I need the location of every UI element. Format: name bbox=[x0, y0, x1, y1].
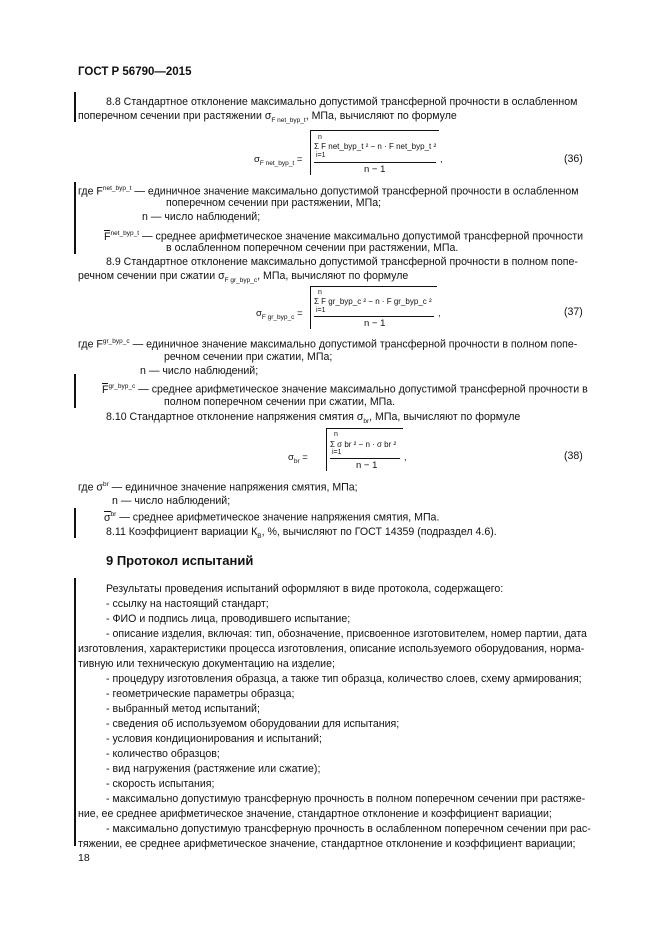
where-8-10-item2: n — число наблюдений; bbox=[112, 495, 231, 507]
formula-36-numerator: Σ F net_byp_t ² − n · F net_byp_t ² bbox=[314, 142, 437, 151]
list-item: - условия кондиционирования и испытаний; bbox=[106, 733, 322, 745]
paragraph-8-8-line2: поперечном сечении при растяжении $\sigma_{F net\_byp\_t}$, МПа, вычисляют по формуле bbox=[78, 110, 457, 125]
section-9-title: 9 Протокол испытаний bbox=[106, 553, 254, 568]
paragraph-8-10: 8.10 Стандартное отклонение напряжения смятия $\sigma_{br}$, МПа, вычисляют по формуле bbox=[106, 411, 521, 426]
where-8-8-item1: где $F^{net\_byp\_t}$ — единичное значение максимально допустимой трансферной прочности в ослабленном bbox=[78, 185, 579, 198]
formula-37-comma: , bbox=[438, 308, 441, 319]
where-8-9-item1: где $F^{gr\_byp\_c}$ — единичное значение максимально допустимой трансферной прочности в полном попе- bbox=[78, 338, 578, 351]
section-9-intro: Результаты проведения испытаний оформляют в виде протокола, содержащего: bbox=[106, 583, 504, 595]
paragraph-8-9-line2: речном сечении при сжатии $\sigma_{F gr\_byp\_c}$, МПа, вычисляют по формуле bbox=[78, 270, 409, 285]
formula-36-fraction-bar bbox=[314, 162, 436, 163]
formula-38-sum-bottom: i=1 bbox=[332, 449, 342, 456]
where-8-10-item1: где $\sigma^{br}$ — единичное значение напряжения смятия, МПа; bbox=[78, 481, 358, 494]
change-bar bbox=[74, 508, 76, 538]
formula-37-number: (37) bbox=[564, 306, 583, 318]
formula-37-numerator: Σ F gr_byp_c ² − n · F gr_byp_c ² bbox=[314, 297, 432, 306]
change-bar bbox=[74, 92, 76, 122]
formula-38-number: (38) bbox=[564, 450, 583, 462]
paragraph-8-8-line1: 8.8 Стандартное отклонение максимально допустимой трансферной прочности в ослабленном bbox=[106, 96, 578, 108]
list-item: - вид нагружения (растяжение или сжатие); bbox=[106, 763, 321, 775]
where-8-9-item2: n — число наблюдений; bbox=[140, 365, 259, 377]
list-item: - ссылку на настоящий стандарт; bbox=[106, 598, 269, 610]
paragraph-8-9-line1: 8.9 Стандартное отклонение максимально допустимой трансферной прочности в полном попе- bbox=[106, 256, 578, 268]
list-item: - максимально допустимую трансферную прочность в ослабленном поперечном сечении при рас- bbox=[106, 823, 591, 835]
where-8-8-item3: $F^{net\_byp\_t}$ — среднее арифметическое значение максимально допустимой трансферной прочности bbox=[104, 230, 584, 243]
formula-36-number: (36) bbox=[564, 153, 583, 165]
list-item: - описание изделия, включая: тип, обозначение, присвоенное изготовителем, номер партии, дата bbox=[106, 628, 587, 640]
formula-38-fraction-bar bbox=[330, 458, 400, 459]
list-item: - геометрические параметры образца; bbox=[106, 688, 295, 700]
formula-36-sum-bottom: i=1 bbox=[316, 152, 326, 159]
where-8-8-item1-cont: поперечном сечении при растяжении, МПа; bbox=[166, 197, 382, 209]
list-item: - максимально допустимую трансферную прочность в полном поперечном сечении при растяже- bbox=[106, 793, 586, 805]
where-8-10-item3: $\sigma^{br}$ — среднее арифметическое значение напряжения смятия, МПа. bbox=[104, 511, 440, 524]
formula-38-comma: , bbox=[404, 452, 407, 463]
list-item-cont: тивную или техническую документацию на изделие; bbox=[78, 658, 335, 670]
where-8-8-item2: n — число наблюдений; bbox=[142, 211, 261, 223]
list-item-cont: ние, ее среднее арифметическое значение, стандартное отклонение и коэффициент вариации; bbox=[78, 808, 552, 820]
list-item: - процедуру изготовления образца, а также тип образца, количество слоев, схему армирования; bbox=[106, 673, 582, 685]
formula-36-comma: , bbox=[440, 154, 443, 165]
list-item: - количество образцов; bbox=[106, 748, 220, 760]
formula-38-numerator: Σ σ br ² − n · σ br ² bbox=[330, 440, 397, 449]
list-item: - ФИО и подпись лица, проводившего испытание; bbox=[106, 613, 351, 625]
where-8-9-item3-cont: полном поперечном сечении при сжатии, МПа. bbox=[164, 396, 396, 408]
formula-38-sum-top: n bbox=[334, 431, 338, 438]
where-8-8-item3-cont: в ослабленном поперечном сечении при растяжении, МПа. bbox=[166, 242, 459, 254]
where-8-9-item1-cont: речном сечении при сжатии, МПа; bbox=[164, 351, 333, 363]
formula-37-lhs: $\sigma_{F gr\_byp\_c}$ = bbox=[256, 308, 303, 321]
change-bar bbox=[74, 374, 76, 408]
change-bar bbox=[74, 182, 76, 254]
change-bar bbox=[74, 578, 76, 846]
list-item-cont: изготовления, характеристики процесса изготовления, описание используемого оборудования, норма- bbox=[78, 643, 585, 655]
list-item: - сведения об используемом оборудовании для испытания; bbox=[106, 718, 400, 730]
paragraph-8-11: 8.11 Коэффициент вариации $К_В$, %, вычисляют по ГОСТ 14359 (подраздел 4.6). bbox=[106, 526, 497, 541]
list-item: - скорость испытания; bbox=[106, 778, 215, 790]
list-item-cont: тяжении, ее среднее арифметическое значение, стандартное отклонение и коэффициент вариации; bbox=[78, 838, 576, 850]
formula-36-sum-top: n bbox=[318, 134, 322, 141]
formula-38-denominator: n − 1 bbox=[356, 460, 378, 471]
formula-38-lhs: $\sigma_{br}$ = bbox=[288, 452, 308, 465]
page-number: 18 bbox=[78, 852, 90, 864]
formula-37-sum-bottom: i=1 bbox=[316, 307, 326, 314]
list-item: - выбранный метод испытаний; bbox=[106, 703, 260, 715]
where-8-9-item3: $F^{gr\_byp\_c}$ — среднее арифметическое значение максимально допустимой трансферной прочности в bbox=[102, 383, 588, 396]
formula-37-denominator: n − 1 bbox=[364, 318, 386, 329]
formula-37-fraction-bar bbox=[314, 316, 434, 317]
document-header: ГОСТ Р 56790—2015 bbox=[78, 66, 192, 78]
formula-36-lhs: $\sigma_{F net\_byp\_t}$ = bbox=[254, 154, 303, 167]
formula-37-sum-top: n bbox=[318, 289, 322, 296]
formula-36-denominator: n − 1 bbox=[364, 164, 386, 175]
